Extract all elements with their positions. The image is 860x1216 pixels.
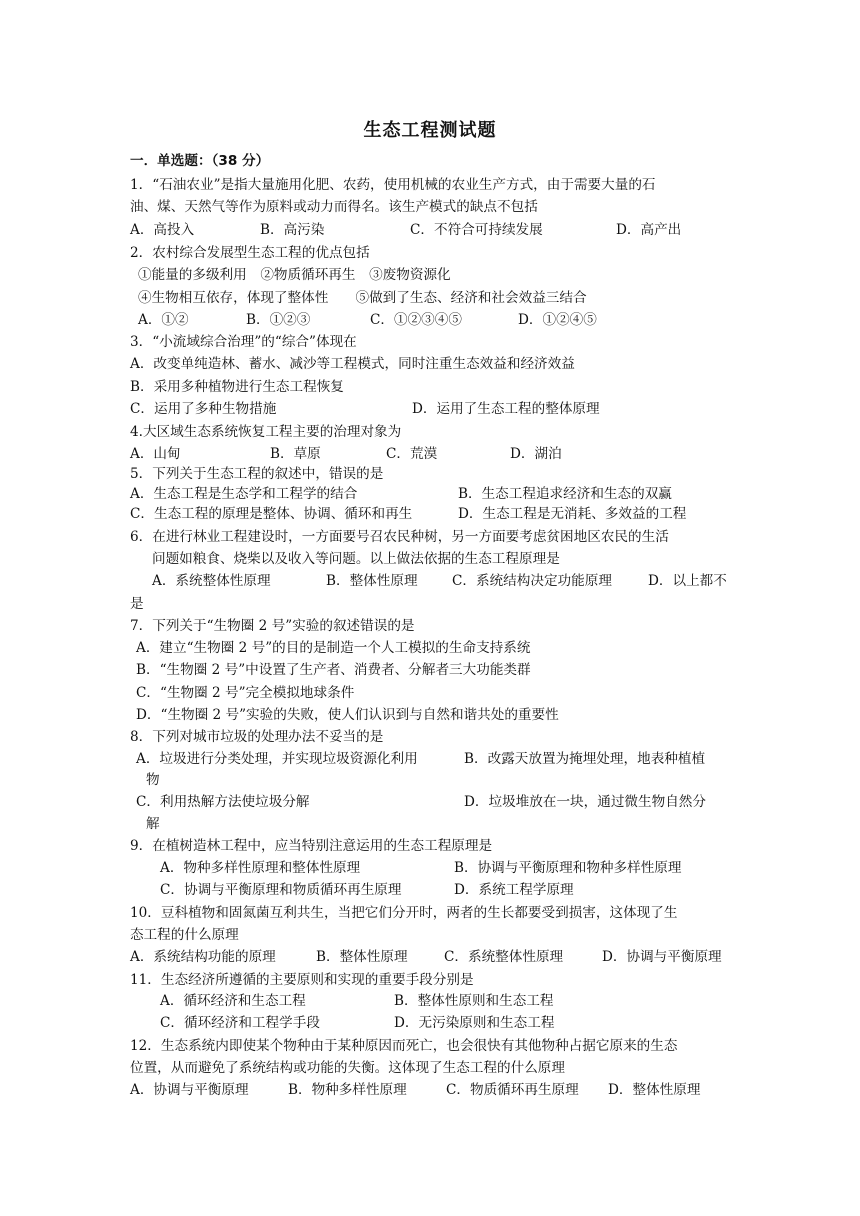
q11-option-b: B．整体性原则和生态工程 [394,993,554,1009]
q1-option-b: B．高污染 [260,222,325,238]
q12-option-a: A．协调与平衡原理 [130,1082,249,1098]
q3-option-b: B．采用多种植物进行生态工程恢复 [130,379,344,395]
q4-option-d: D．湖泊 [510,446,562,462]
q4-option-c: C．荒漠 [386,446,438,462]
q12-option-d: D．整体性原理 [608,1082,701,1098]
q1-option-c: C．不符合可持续发展 [410,222,543,238]
q2-option-d: D．①②④⑤ [518,312,597,328]
question-7-text: 7．下列关于“生物圈 2 号”实验的叙述错误的是 [130,618,415,634]
q2-option-b: B．①②③ [246,312,311,328]
q8-option-d: D．垃圾堆放在一块，通过微生物自然分 [464,794,706,810]
q9-option-d: D．系统工程学原理 [454,882,574,898]
q8-option-b: B．改露天放置为掩埋处理，地表种植植 [464,751,706,767]
question-10-text: 10．豆科植物和固氮菌互利共生，当把它们分开时，两者的生长都要受到损害，这体现了生 [130,905,678,921]
q12-option-b: B．物种多样性原理 [288,1082,407,1098]
question-2-items-1: ①能量的多级利用 ②物质循环再生 ③废物资源化 [138,267,451,283]
question-4-text: 4.大区域生态系统恢复工程主要的治理对象为 [130,424,402,440]
q9-option-b: B．协调与平衡原理和物种多样性原理 [454,860,682,876]
q8-option-b-cont: 物 [146,772,160,788]
q8-option-a: A．垃圾进行分类处理，并实现垃圾资源化利用 [136,751,418,767]
q7-option-c: C．“生物圈 2 号”完全模拟地球条件 [136,685,355,701]
question-6-text-cont: 问题如粮食、烧柴以及收入等问题。以上做法依据的生态工程原理是 [152,551,560,567]
question-11-text: 11．生态经济所遵循的主要原则和实现的重要手段分别是 [130,972,474,988]
q7-option-b: B．“生物圈 2 号”中设置了生产者、消费者、分解者三大功能类群 [136,662,531,678]
q1-option-a: A．高投入 [130,222,195,238]
q3-option-c: C．运用了多种生物措施 [130,401,277,417]
q7-option-d: D．“生物圈 2 号”实验的失败，使人们认识到与自然和谐共处的重要性 [136,707,559,723]
q11-option-c: C．循环经济和工程学手段 [160,1015,320,1031]
question-6-option-d-cont: 是 [130,596,144,612]
q5-option-d: D．生态工程是无消耗、多效益的工程 [458,506,687,522]
q10-option-b: B．整体性原理 [316,949,408,965]
question-2-text: 2．农村综合发展型生态工程的优点包括 [130,245,370,261]
q8-option-c: C．利用热解方法使垃圾分解 [136,794,310,810]
q5-option-c: C．生态工程的原理是整体、协调、循环和再生 [130,506,413,522]
q5-option-a: A．生态工程是生态学和工程学的结合 [130,486,358,502]
question-6-text: 6．在进行林业工程建设时，一方面要号召农民种树，另一方面要考虑贫困地区农民的生活 [130,529,669,545]
q1-option-d: D．高产出 [616,222,682,238]
q6-option-b: B．整体性原理 [326,573,418,589]
q6-option-d: D．以上都不 [648,573,727,589]
q7-option-a: A．建立“生物圈 2 号”的目的是制造一个人工模拟的生命支持系统 [136,640,531,656]
page-title: 生态工程测试题 [363,120,497,141]
q4-option-b: B．草原 [270,446,321,462]
question-9-text: 9．在植树造林工程中，应当特别注意运用的生态工程原理是 [130,838,493,854]
q3-option-d: D．运用了生态工程的整体原理 [412,401,600,417]
q9-option-c: C．协调与平衡原理和物质循环再生原理 [160,882,402,898]
question-12-text: 12．生态系统内即使某个物种由于某种原因而死亡，也会很快有其他物种占据它原来的生态 [130,1038,678,1054]
q5-option-b: B．生态工程追求经济和生态的双赢 [458,486,672,502]
question-1-text: 1．“石油农业”是指大量施用化肥、农药，使用机械的农业生产方式，由于需要大量的石 [130,177,656,193]
question-3-text: 3．“小流域综合治理”的“综合”体现在 [130,334,357,350]
q9-option-a: A．物种多样性原理和整体性原理 [160,860,361,876]
q11-option-d: D．无污染原则和生态工程 [394,1015,555,1031]
question-12-text-cont: 位置，从而避免了系统结构或功能的失衡。这体现了生态工程的什么原理 [130,1060,565,1076]
q10-option-c: C．系统整体性原理 [444,949,564,965]
q2-option-c: C．①②③④⑤ [370,312,462,328]
q6-option-c: C．系统结构决定功能原理 [452,573,612,589]
question-2-items-2: ④生物相互依存，体现了整体性 ⑤做到了生态、经济和社会效益三结合 [138,290,587,306]
q6-option-a: A．系统整体性原理 [152,573,271,589]
question-10-text-cont: 态工程的什么原理 [130,927,239,943]
question-1-text-cont: 油、煤、天然气等作为原料或动力而得名。该生产模式的缺点不包括 [130,199,538,215]
question-8-text: 8．下列对城市垃圾的处理办法不妥当的是 [130,729,384,745]
q2-option-a: A．①② [138,312,189,328]
q10-option-d: D．协调与平衡原理 [602,949,722,965]
question-5-text: 5．下列关于生态工程的叙述中，错误的是 [130,466,384,482]
q11-option-a: A．循环经济和生态工程 [160,993,306,1009]
section-heading: 一．单选题：（38 分） [130,153,270,169]
q10-option-a: A．系统结构功能的原理 [130,949,276,965]
q4-option-a: A．山甸 [130,446,181,462]
q12-option-c: C．物质循环再生原理 [446,1082,579,1098]
q8-option-d-cont: 解 [146,816,160,832]
q3-option-a: A．改变单纯造林、蓄水、减沙等工程模式，同时注重生态效益和经济效益 [130,356,575,372]
